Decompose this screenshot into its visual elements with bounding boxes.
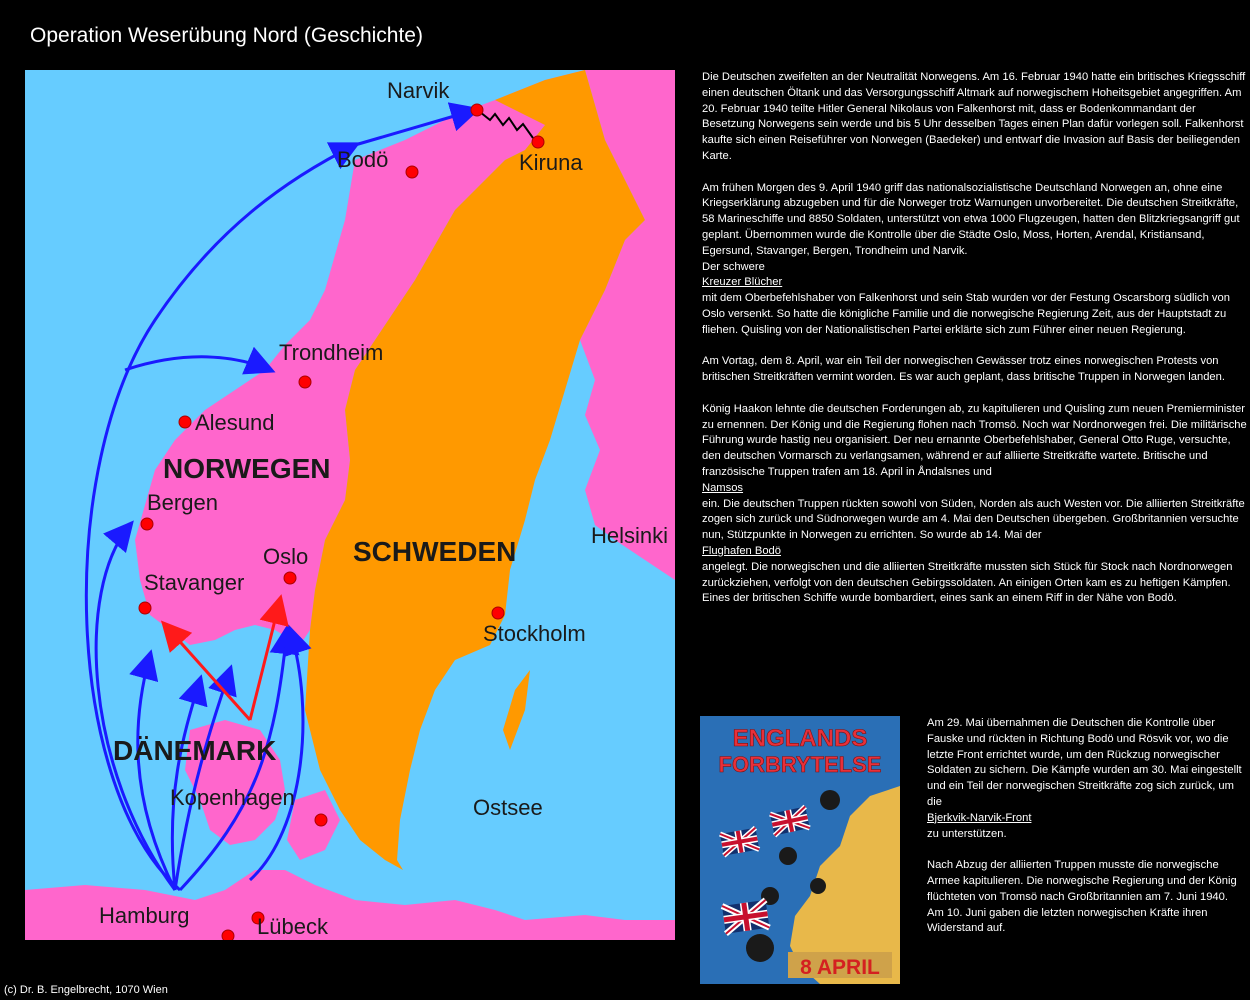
label-kiruna: Kiruna xyxy=(519,150,583,175)
dot-hamburg xyxy=(222,930,234,940)
label-stockholm: Stockholm xyxy=(483,621,586,646)
paragraph-2 xyxy=(702,181,1250,339)
dot-alesund xyxy=(179,416,191,428)
label-lubeck: Lübeck xyxy=(257,914,328,939)
label-trondheim: Trondheim xyxy=(279,340,384,365)
article-text xyxy=(702,70,1250,623)
side-paragraph-2: Nach Abzug der alliierten Truppen musste die norwegische Armee kapitulieren. Die norwegische Regierung und der König flüchteten von Tromsö nach Großbritannien am 7. Juni 1940. Am 10. Juni gaben die letzten norwegischen Kräfte ihren Widerstand auf. xyxy=(927,859,1237,935)
label-alesund: Alesund xyxy=(195,410,275,435)
paragraph-2-part-b: Der schwere xyxy=(702,260,765,273)
mine-icon xyxy=(746,934,774,962)
link-bjerkvik-narvik-front[interactable]: Bjerkvik-Narvik-Front xyxy=(927,811,1032,824)
label-bergen: Bergen xyxy=(147,490,218,515)
dot-kopenhagen xyxy=(315,814,327,826)
link-namsos[interactable]: Namsos xyxy=(702,481,744,494)
label-hamburg: Hamburg xyxy=(99,903,190,928)
paragraph-4 xyxy=(702,402,1250,607)
paragraph-4-part-c: angelegt. Die norwegischen und die alliierten Streitkräfte mussten sich Stück für Stock nach Nordnorwegen zurückziehen, verfolgt von den deutschen Gebirgssoldaten. An einigen Orten kam es zu heftigen Kämpfen. Eines der britischen Schiffe wurde bombardiert, eines sank an einem Riff in der Nähe von Bodö. xyxy=(702,560,1233,605)
page-title: Operation Weserübung Nord (Geschichte) xyxy=(30,24,423,47)
copyright-notice: (c) Dr. B. Engelbrecht, 1070 Wien xyxy=(4,984,168,996)
paragraph-1: Die Deutschen zweifelten an der Neutralität Norwegens. Am 16. Februar 1940 hatte ein britisches Kriegsschiff einen deutschen Öltank und das Versorgungsschiff Altmark auf norwegischem Hoheitsgebiet angegriffen. Am 20. Februar 1940 teilte Hitler General Nikolaus von Falkenhorst mit, dass er Bodenkommandant der Besetzung Norwegens sein werde und bis 5 Uhr desselben Tages einen Plan dafür vorlegen soll. Falkenhorst kaufte sich einen Reiseführer von Norwegen (Baedeker) und entwarf die Invasion auf Basis der beiliegenden Karte. xyxy=(702,71,1246,162)
dot-stavanger xyxy=(139,602,151,614)
paragraph-2-part-c: mit dem Oberbefehlshaber von Falkenhorst und sein Stab wurden vor der Festung Oscarsborg südlich von Oslo versenkt. So hatte die königliche Familie und die norwegische Regierung Zeit, aus der Hauptstadt zu fliehen. Quisling von der Nationalistischen Partei erklärte sich zum Führer einer neuen Regierung. xyxy=(702,292,1230,336)
poster-date: 8 APRIL xyxy=(800,956,880,979)
label-kopenhagen: Kopenhagen xyxy=(170,785,295,810)
mine-icon xyxy=(779,847,797,865)
dot-narvik xyxy=(471,104,483,116)
label-ostsee: Ostsee xyxy=(473,795,543,820)
poster-title-line2: FORBRYTELSE xyxy=(718,752,882,777)
side-paragraph-1 xyxy=(927,716,1247,842)
paragraph-3: Am Vortag, dem 8. April, war ein Teil der norwegischen Gewässer trotz eines norwegischen Protests von britischen Streitkräften vermint worden. Es war auch geplant, dass britische Truppen in Norwegen landen. xyxy=(702,355,1225,384)
dot-trondheim xyxy=(299,376,311,388)
dot-bergen xyxy=(141,518,153,530)
label-narvik: Narvik xyxy=(387,78,450,103)
link-kreuzer-bluecher[interactable]: Kreuzer Blücher xyxy=(702,276,783,289)
poster-title-line1: ENGLANDS xyxy=(732,725,868,752)
propaganda-poster xyxy=(700,716,900,984)
side-paragraph-1-part-b: zu unterstützen. xyxy=(927,827,1007,840)
label-norwegen: NORWEGEN xyxy=(163,453,331,484)
link-flughafen-bodo[interactable]: Flughafen Bodö xyxy=(702,544,781,557)
label-helsinki: Helsinki xyxy=(591,523,669,548)
dot-bodo xyxy=(406,166,418,178)
label-danemark: DÄNEMARK xyxy=(113,735,277,766)
side-text xyxy=(927,716,1247,953)
label-schweden: SCHWEDEN xyxy=(353,536,517,567)
dot-oslo xyxy=(284,572,296,584)
invasion-map xyxy=(25,70,675,940)
paragraph-4-part-b: ein. Die deutschen Truppen rückten sowohl von Süden, Norden als auch Westen vor. Die alliierten Streitkräfte zogen sich zurück und Südnorwegen wurde am 4. Mai den Deutschen übergeben. Großbritannien versuchte nun, Stützpunkte in Norwegen zu errichten. So wurde ab 14. Mai der xyxy=(702,497,1245,542)
label-stavanger: Stavanger xyxy=(144,570,245,595)
dot-kiruna xyxy=(532,136,544,148)
paragraph-4-part-a: König Haakon lehnte die deutschen Forderungen ab, zu kapitulieren und Quisling zum neuen Premierminister zu ernennen. Der König und die Regierung flohen nach Tromsö. Noch war Nordnorwegen frei. Die militärische Führung wurde hastig neu organisiert. Der neu ernannte Oberbefehlshaber, General Otto Ruge, versuchte, den deutschen Vormarsch zu verlangsamen, während er auf alliierte Streitkräfte wartete. Britische und französische Truppen trafen am 18. April in Åndalsnes und xyxy=(702,402,1247,478)
label-oslo: Oslo xyxy=(263,544,309,569)
mine-icon xyxy=(820,790,840,810)
side-paragraph-1-part-a: Am 29. Mai übernahmen die Deutschen die Kontrolle über Fauske und rückten in Richtung Bodö und Rösvik vor, wo die letzte Front errichtet wurde, um den Rückzug norwegischer Soldaten zu sichern. Die Kämpfe wurden am 30. Mai eingestellt und ein Teil der norwegischen Streitkräfte zog sich zurück, um die xyxy=(927,717,1242,808)
mine-icon xyxy=(810,878,826,894)
dot-stockholm xyxy=(492,607,504,619)
label-bodo: Bodö xyxy=(337,147,389,172)
paragraph-2-part-a: Am frühen Morgen des 9. April 1940 griff das nationalsozialistische Deutschland Norwegen an, ohne eine Kriegserklärung abzugeben und für die Norweger trotz Warnungen unvorbereitet. Die deutschen Streitkräfte, 58 Marineschiffe und 8850 Soldaten, unterstützt von etwa 1000 Flugzeugen, hatten den Blitzkriegsangriff gut geplant. Übernommen wurde die Kontrolle über die Städte Oslo, Moss, Horten, Arendal, Kristiansand, Egersund, Stavanger, Bergen, Trondheim und Narvik. xyxy=(702,181,1240,257)
